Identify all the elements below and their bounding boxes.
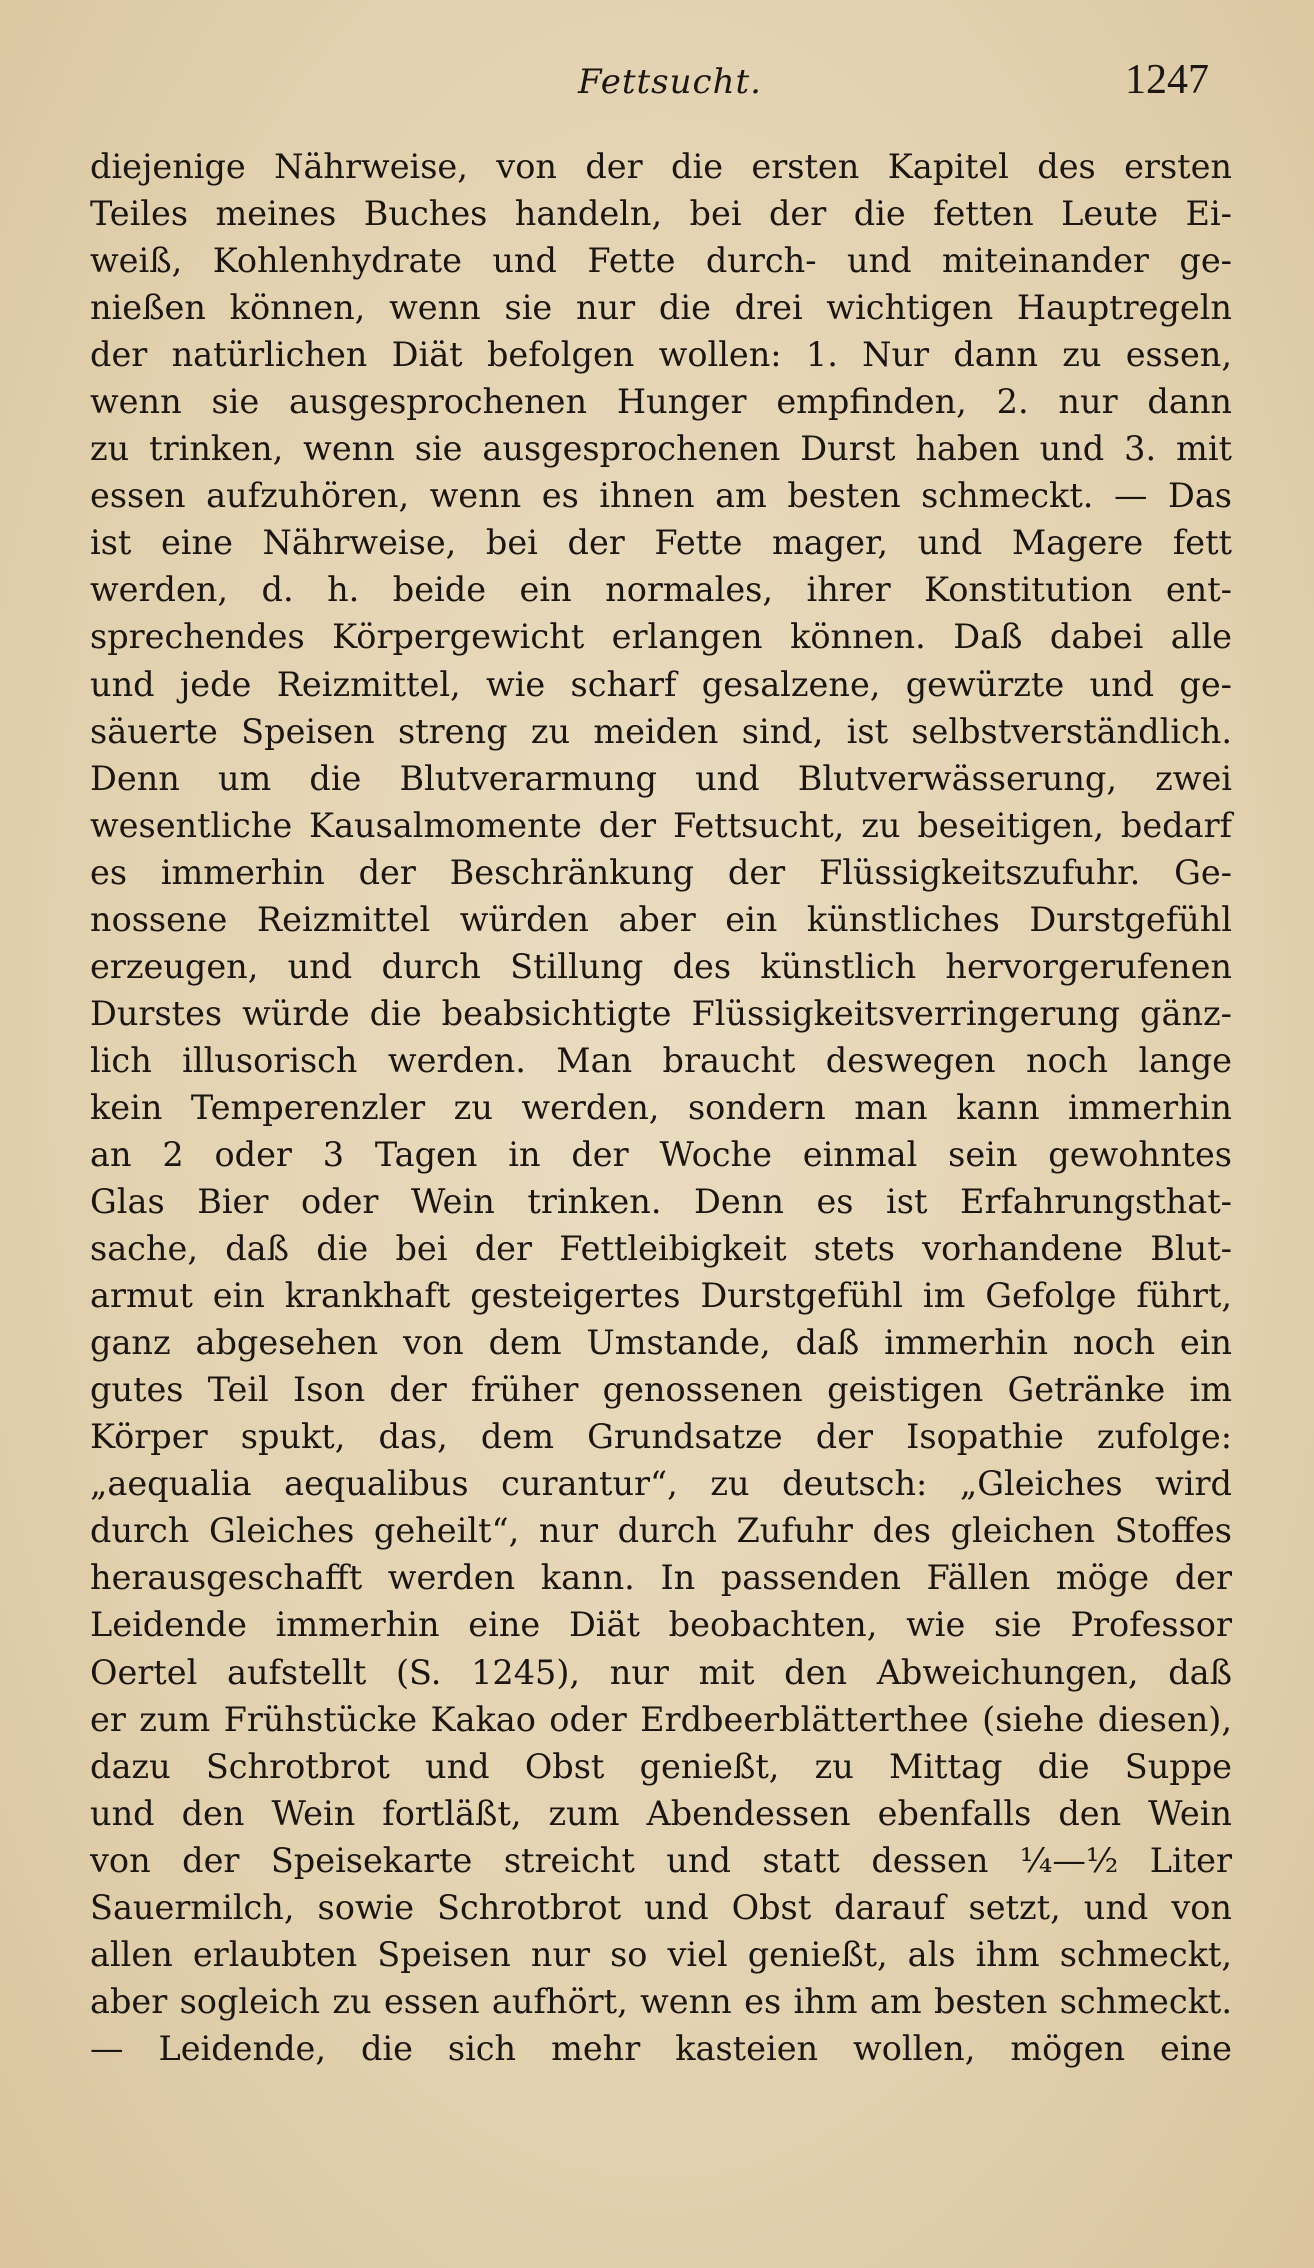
text-line: und jede Reizmittel, wie scharf gesalzene, gewürzte und ge-	[90, 664, 1232, 704]
text-line: ist eine Nährweise, bei der Fette mager, und Magere fett	[90, 523, 1232, 563]
text-line: herausgeschafft werden kann. In passenden Fällen möge der	[90, 1558, 1232, 1598]
text-line: sache, daß die bei der Fettleibigkeit stets vorhandene Blut-	[90, 1229, 1232, 1269]
text-line: — Leidende, die sich mehr kasteien wollen, mögen eine	[90, 2028, 1232, 2068]
text-line: werden, d. h. beide ein normales, ihrer Konstitution ent-	[90, 570, 1232, 610]
page-number: 1247	[1125, 57, 1209, 103]
text-line: Teiles meines Buches handeln, bei der die fetten Leute Ei-	[90, 194, 1232, 234]
text-line: Durstes würde die beabsichtigte Flüssigkeitsverringerung gänz-	[90, 993, 1232, 1033]
text-line: Leidende immerhin eine Diät beobachten, wie sie Professor	[90, 1605, 1232, 1645]
text-line: lich illusorisch werden. Man braucht deswegen noch lange	[90, 1040, 1232, 1080]
text-line: „aequalia aequalibus curantur“, zu deutsch: „Gleiches wird	[90, 1464, 1232, 1504]
text-line: Glas Bier oder Wein trinken. Denn es ist Erfahrungsthat-	[90, 1182, 1232, 1222]
text-line: essen aufzuhören, wenn es ihnen am besten schmeckt. — Das	[90, 476, 1232, 516]
text-line: nießen können, wenn sie nur die drei wichtigen Hauptregeln	[90, 288, 1232, 328]
text-line: Oertel aufstellt (S. 1245), nur mit den Abweichungen, daß	[90, 1652, 1232, 1692]
text-line: erzeugen, und durch Stillung des künstlich hervorgerufenen	[90, 946, 1232, 986]
text-line: durch Gleiches geheilt“, nur durch Zufuhr des gleichen Stoffes	[90, 1511, 1232, 1551]
text-line: kein Temperenzler zu werden, sondern man kann immerhin	[90, 1087, 1232, 1127]
body-text	[90, 143, 1232, 2072]
running-head	[0, 57, 1314, 112]
text-line: Körper spukt, das, dem Grundsatze der Isopathie zufolge:	[90, 1417, 1232, 1457]
text-line: aber sogleich zu essen aufhört, wenn es ihm am besten schmeckt.	[90, 1981, 1232, 2021]
text-line: weiß, Kohlenhydrate und Fette durch- und miteinander ge-	[90, 241, 1232, 281]
text-line: nossene Reizmittel würden aber ein künstliches Durstgefühl	[90, 899, 1232, 939]
text-line: der natürlichen Diät befolgen wollen: 1. Nur dann zu essen,	[90, 335, 1232, 375]
text-line: diejenige Nährweise, von der die ersten Kapitel des ersten	[90, 147, 1232, 186]
text-line: Sauermilch, sowie Schrotbrot und Obst darauf setzt, und von	[90, 1887, 1232, 1927]
text-line: wesentliche Kausalmomente der Fettsucht, zu beseitigen, bedarf	[90, 805, 1232, 845]
text-line: gutes Teil Ison der früher genossenen geistigen Getränke im	[90, 1370, 1232, 1410]
text-line: von der Speisekarte streicht und statt dessen ¼—½ Liter	[90, 1840, 1232, 1880]
text-line: ganz abgesehen von dem Umstande, daß immerhin noch ein	[90, 1323, 1232, 1363]
text-line: allen erlaubten Speisen nur so viel genießt, als ihm schmeckt,	[90, 1934, 1232, 1974]
text-line: er zum Frühstücke Kakao oder Erdbeerblätterthee (siehe diesen),	[90, 1699, 1232, 1739]
text-line: an 2 oder 3 Tagen in der Woche einmal sein gewohntes	[90, 1134, 1232, 1174]
text-line: dazu Schrotbrot und Obst genießt, zu Mittag die Suppe	[90, 1746, 1232, 1786]
running-title: Fettsucht.	[578, 62, 762, 102]
text-line: sprechendes Körpergewicht erlangen können. Daß dabei alle	[90, 617, 1232, 657]
text-line: wenn sie ausgesprochenen Hunger empfinden, 2. nur dann	[90, 382, 1232, 422]
text-line: und den Wein fortläßt, zum Abendessen ebenfalls den Wein	[90, 1793, 1232, 1833]
text-line: Denn um die Blutverarmung und Blutverwässerung, zwei	[90, 758, 1232, 798]
text-line: es immerhin der Beschränkung der Flüssigkeitszufuhr. Ge-	[90, 852, 1232, 892]
text-line: armut ein krankhaft gesteigertes Durstgefühl im Gefolge führt,	[90, 1276, 1232, 1316]
text-line: säuerte Speisen streng zu meiden sind, ist selbstverständlich.	[90, 711, 1232, 751]
text-line: zu trinken, wenn sie ausgesprochenen Durst haben und 3. mit	[90, 429, 1232, 469]
